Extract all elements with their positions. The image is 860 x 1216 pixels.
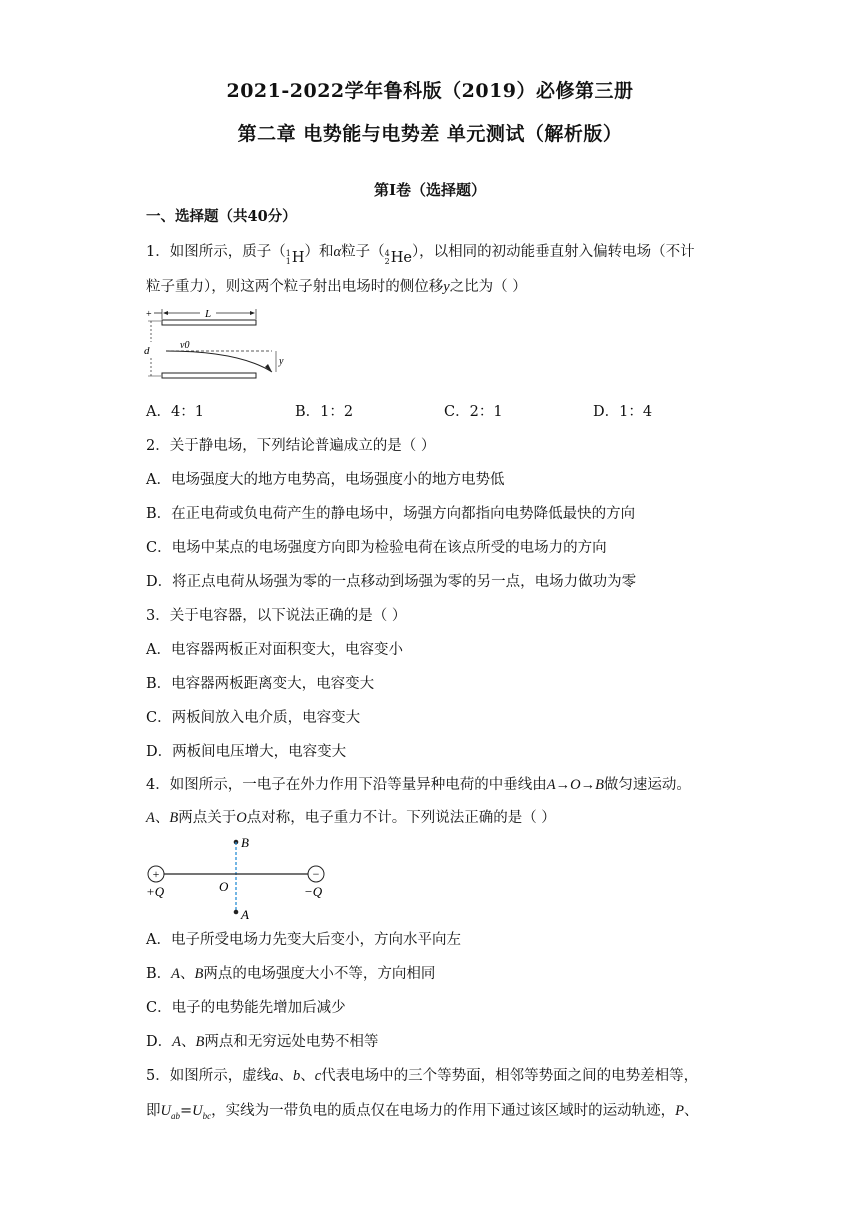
proton-isotope: 1 1 H	[285, 249, 305, 266]
point-b-label: B	[241, 835, 249, 850]
helium-isotope: 4 2 He	[384, 249, 412, 266]
negative-charge-label: −Q	[304, 884, 323, 899]
q4-option-d[interactable]: D．A、B两点和无穷远处电势不相等	[146, 1034, 379, 1050]
q4-option-c[interactable]: C．电子的电势能先增加后减少	[146, 1000, 346, 1016]
q4-line-1: 4．如图所示，一电子在外力作用下沿等量异种电荷的中垂线由A→O→B做匀速运动。	[146, 777, 691, 793]
q2-option-d[interactable]: D．将正点电荷从场强为零的一点移动到场强为零的另一点，电场力做功为零	[146, 574, 637, 590]
gap-label: d	[144, 345, 150, 357]
q5-line-2: 即$U_{ab}=U_{bc}$，实线为一带负电的质点仅在电场力的作用下通过该区域时的运动轨迹，P、	[146, 1103, 699, 1121]
q2-option-b[interactable]: B．在正电荷或负电荷产生的静电场中，场强方向都指向电势降低最快的方向	[146, 506, 636, 522]
length-label: L	[205, 308, 212, 320]
q1-option-d[interactable]: D．1：4	[593, 404, 653, 420]
deflection-label: y	[279, 356, 284, 367]
q3-option-d[interactable]: D．两板间电压增大，电容变大	[146, 744, 347, 760]
q4-option-a[interactable]: A．电子所受电场力先变大后变小，方向水平向左	[146, 932, 461, 948]
q2-option-c[interactable]: C．电场中某点的电场强度方向即为检验电荷在该点所受的电场力的方向	[146, 540, 607, 556]
dipole-figure	[144, 832, 340, 922]
alpha-symbol: α	[333, 244, 342, 260]
point-a-label: A	[241, 907, 249, 922]
q1-option-a[interactable]: A．4：1	[146, 404, 204, 420]
q4-option-b[interactable]: B．A、B两点的电场强度大小不等，方向相同	[146, 966, 436, 982]
plus-terminal-label: +	[146, 309, 152, 320]
velocity-label: v0	[180, 340, 190, 351]
q1-option-b[interactable]: B．1：2	[295, 404, 354, 420]
q2-stem: 2．关于静电场，下列结论普遍成立的是（ ）	[146, 438, 436, 454]
section-heading: 一、选择题（共40分）	[146, 208, 297, 225]
q4-line-2: A、B两点关于O点对称，电子重力不计。下列说法正确的是（ ）	[146, 810, 556, 826]
title-line-1: 2021-2022学年鲁科版（2019）必修第三册	[226, 80, 634, 102]
q3-option-b[interactable]: B．电容器两板距离变大，电容变大	[146, 676, 375, 692]
plus-charge-icon: +	[152, 867, 160, 881]
q3-option-c[interactable]: C．两板间放入电介质，电容变大	[146, 710, 361, 726]
minus-charge-icon: −	[312, 867, 320, 881]
q1-line-1: 1．如图所示，质子（ 1 1 H ）和α粒子（ 4 2 He ），以相同的初动能垂直射入偏转电场（不计	[146, 244, 695, 266]
title-line-2: 第二章 电势能与电势差 单元测试（解析版）	[237, 123, 623, 145]
deflection-field-figure	[144, 306, 292, 384]
q3-stem: 3．关于电容器，以下说法正确的是（ ）	[146, 608, 407, 624]
volume-heading: 第Ⅰ卷（选择题）	[373, 181, 487, 199]
q1-line-2: 粒子重力），则这两个粒子射出电场时的侧位移y之比为（ ）	[146, 279, 527, 295]
q5-line-1: 5．如图所示，虚线a、b、c代表电场中的三个等势面，相邻等势面之间的电势差相等，	[146, 1068, 699, 1084]
q1-number: 1．	[146, 244, 170, 260]
path-expression: A→O→B	[546, 777, 604, 793]
positive-charge-label: +Q	[146, 884, 165, 899]
q3-option-a[interactable]: A．电容器两板正对面积变大，电容变小	[146, 642, 403, 658]
point-o-label: O	[219, 879, 229, 894]
q2-option-a[interactable]: A．电场强度大的地方电势高，电场强度小的地方电势低	[146, 472, 505, 488]
q1-option-c[interactable]: C．2：1	[444, 404, 503, 420]
